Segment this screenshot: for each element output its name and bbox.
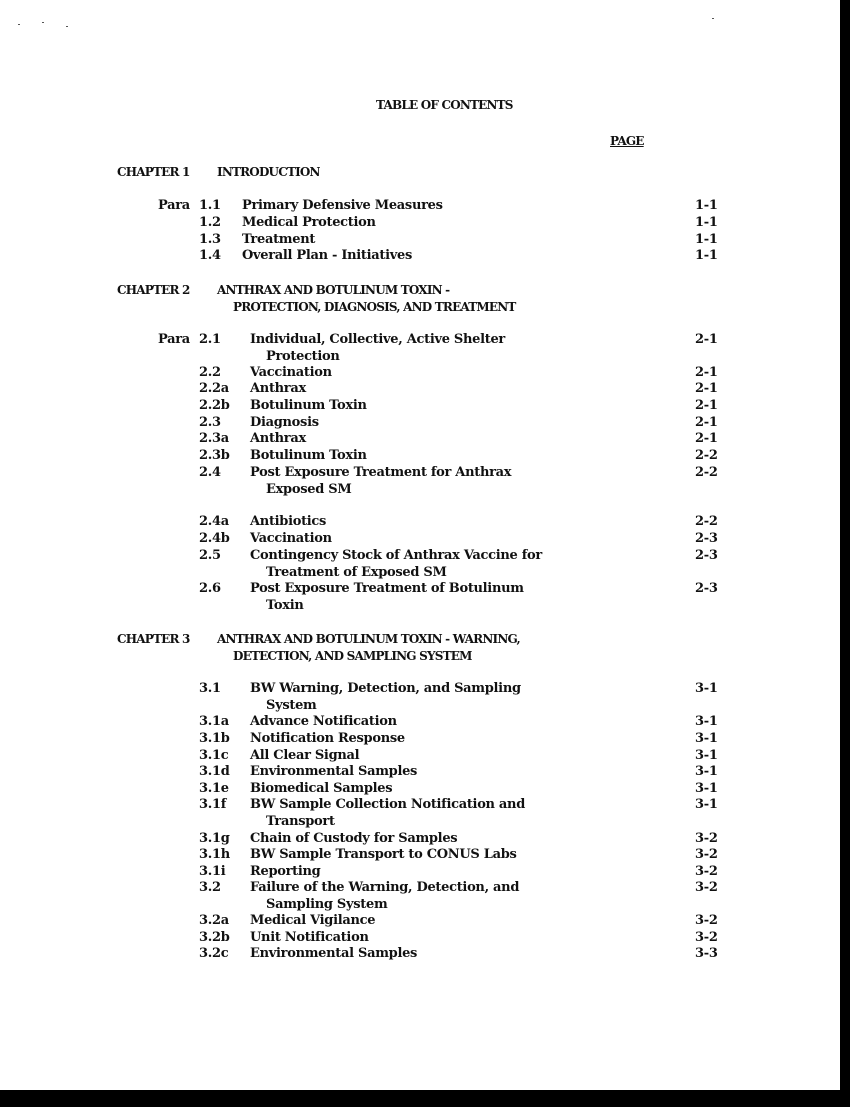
entry-title: Vaccination — [250, 365, 332, 380]
entry-title: Reporting — [250, 864, 321, 879]
entry-number: 2.3 — [199, 415, 221, 430]
entry-page-number: 3-1 — [695, 731, 718, 746]
entry-number: 3.1h — [199, 847, 230, 862]
entry-page-number: 2-1 — [695, 431, 718, 446]
scan-edge-right — [840, 0, 850, 1107]
chapter-title: DETECTION, AND SAMPLING SYSTEM — [233, 648, 472, 663]
entry-number: 3.2 — [199, 880, 221, 895]
entry-number: 3.1i — [199, 864, 226, 879]
entry-number: 2.4a — [199, 514, 229, 529]
entry-page-number: 3-2 — [695, 864, 718, 879]
para-prefix: Para — [158, 198, 190, 213]
entry-title: BW Sample Transport to CONUS Labs — [250, 847, 517, 862]
chapter-title: ANTHRAX AND BOTULINUM TOXIN - WARNING, — [217, 632, 520, 646]
scan-speck — [42, 22, 44, 23]
entry-page-number: 3-2 — [695, 930, 718, 945]
entry-number: 3.2a — [199, 913, 229, 928]
scan-speck — [66, 26, 68, 27]
entry-page-number: 2-3 — [695, 581, 718, 596]
entry-number: 3.1 — [199, 681, 221, 696]
entry-title: Antibiotics — [250, 514, 327, 529]
entry-page-number: 1-1 — [695, 248, 718, 263]
entry-number: 2.2 — [199, 365, 221, 380]
entry-title: Environmental Samples — [250, 946, 418, 961]
entry-title: Environmental Samples — [250, 764, 418, 779]
entry-title: All Clear Signal — [250, 748, 360, 763]
para-prefix: Para — [158, 332, 190, 347]
entry-title: Notification Response — [250, 731, 405, 746]
entry-number: 3.2c — [199, 946, 229, 961]
entry-page-number: 3-1 — [695, 681, 718, 696]
entry-title: Toxin — [266, 597, 304, 613]
entry-page-number: 3-3 — [695, 946, 718, 961]
entry-number: 2.6 — [199, 581, 221, 596]
chapter-title: ANTHRAX AND BOTULINUM TOXIN - — [217, 283, 450, 297]
entry-page-number: 3-1 — [695, 781, 718, 796]
entry-page-number: 2-2 — [695, 448, 718, 463]
entry-number: 2.2b — [199, 398, 230, 413]
entry-page-number: 3-1 — [695, 714, 718, 729]
entry-title: Advance Notification — [250, 714, 397, 729]
entry-page-number: 2-1 — [695, 398, 718, 413]
entry-title: Medical Vigilance — [250, 913, 376, 928]
entry-number: 2.4b — [199, 531, 230, 546]
entry-number: 1.3 — [199, 232, 221, 247]
entry-number: 3.1a — [199, 714, 229, 729]
entry-page-number: 3-1 — [695, 764, 718, 779]
entry-title: Anthrax — [250, 381, 306, 396]
entry-number: 3.1d — [199, 764, 230, 779]
entry-title: Chain of Custody for Samples — [250, 831, 458, 846]
entry-title: Transport — [266, 813, 335, 829]
entry-page-number: 2-1 — [695, 365, 718, 380]
entry-title: BW Sample Collection Notification and — [250, 797, 526, 812]
entry-number: 1.2 — [199, 215, 221, 230]
chapter-label: CHAPTER 1 — [117, 165, 190, 179]
entry-page-number: 3-2 — [695, 880, 718, 895]
chapter-label: CHAPTER 3 — [117, 632, 190, 646]
entry-title: Sampling System — [266, 896, 388, 912]
entry-title: Exposed SM — [266, 481, 352, 497]
entry-title: BW Warning, Detection, and Sampling — [250, 681, 521, 696]
entry-title: Post Exposure Treatment for Anthrax — [250, 465, 512, 480]
entry-page-number: 3-1 — [695, 797, 718, 812]
entry-number: 1.4 — [199, 248, 221, 263]
entry-title: System — [266, 697, 317, 713]
entry-number: 1.1 — [199, 198, 221, 213]
page-title: TABLE OF CONTENTS — [376, 98, 513, 112]
entry-number: 3.2b — [199, 930, 230, 945]
entry-number: 3.1b — [199, 731, 230, 746]
entry-number: 2.3a — [199, 431, 229, 446]
chapter-title: PROTECTION, DIAGNOSIS, AND TREATMENT — [233, 299, 516, 314]
page-column-header: PAGE — [610, 134, 644, 148]
entry-number: 3.1f — [199, 797, 227, 812]
chapter-title: INTRODUCTION — [217, 165, 320, 179]
scan-edge-bottom — [0, 1090, 850, 1107]
entry-page-number: 2-1 — [695, 381, 718, 396]
entry-title: Vaccination — [250, 531, 332, 546]
entry-title: Failure of the Warning, Detection, and — [250, 880, 520, 895]
entry-title: Treatment of Exposed SM — [266, 564, 447, 580]
entry-page-number: 3-2 — [695, 831, 718, 846]
entry-page-number: 2-2 — [695, 465, 718, 480]
entry-title: Botulinum Toxin — [250, 398, 367, 413]
entry-page-number: 2-2 — [695, 514, 718, 529]
entry-number: 3.1c — [199, 748, 229, 763]
entry-number: 2.3b — [199, 448, 230, 463]
chapter-label: CHAPTER 2 — [117, 283, 190, 297]
entry-page-number: 3-1 — [695, 748, 718, 763]
entry-title: Unit Notification — [250, 930, 369, 945]
entry-number: 2.4 — [199, 465, 221, 480]
entry-title: Overall Plan - Initiatives — [242, 248, 412, 263]
entry-title: Biomedical Samples — [250, 781, 393, 796]
entry-page-number: 1-1 — [695, 232, 718, 247]
entry-number: 3.1e — [199, 781, 229, 796]
entry-title: Botulinum Toxin — [250, 448, 367, 463]
scan-speck — [18, 24, 20, 25]
entry-number: 2.2a — [199, 381, 229, 396]
entry-title: Contingency Stock of Anthrax Vaccine for — [250, 548, 542, 563]
entry-page-number: 2-1 — [695, 332, 718, 347]
entry-number: 3.1g — [199, 831, 230, 846]
entry-page-number: 2-1 — [695, 415, 718, 430]
entry-title: Individual, Collective, Active Shelter — [250, 332, 505, 347]
entry-number: 2.5 — [199, 548, 221, 563]
entry-title: Diagnosis — [250, 415, 319, 430]
entry-title: Medical Protection — [242, 215, 376, 230]
scan-speck — [712, 18, 714, 19]
entry-title: Treatment — [242, 232, 316, 247]
entry-page-number: 1-1 — [695, 198, 718, 213]
entry-page-number: 2-3 — [695, 548, 718, 563]
entry-number: 2.1 — [199, 332, 221, 347]
entry-page-number: 3-2 — [695, 913, 718, 928]
entry-title: Post Exposure Treatment of Botulinum — [250, 581, 524, 596]
entry-page-number: 1-1 — [695, 215, 718, 230]
entry-title: Primary Defensive Measures — [242, 198, 443, 213]
entry-page-number: 2-3 — [695, 531, 718, 546]
entry-page-number: 3-2 — [695, 847, 718, 862]
entry-title: Anthrax — [250, 431, 306, 446]
entry-title: Protection — [266, 348, 340, 364]
